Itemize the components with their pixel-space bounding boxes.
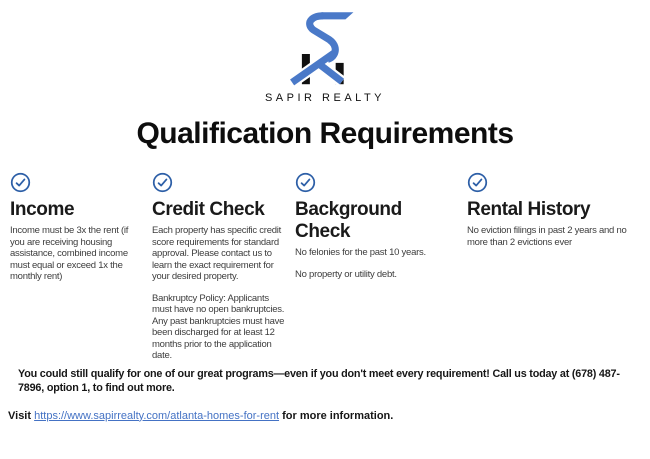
column-credit-check bbox=[152, 172, 285, 362]
column-text: No property or utility debt. bbox=[295, 268, 397, 280]
check-circle-icon bbox=[467, 172, 488, 193]
check-circle-icon bbox=[152, 172, 173, 193]
column-heading: Income bbox=[10, 199, 75, 220]
column-background-check bbox=[295, 172, 455, 280]
sapir-realty-logo bbox=[287, 6, 363, 86]
column-heading: Credit Check bbox=[152, 199, 265, 220]
visit-line bbox=[0, 410, 650, 422]
check-circle-icon bbox=[10, 172, 31, 193]
column-text: Income must be 3x the rent (if you are receiving housing assistance, combined income must equal or exceed 1x the monthly rent) bbox=[10, 225, 129, 282]
column-heading: Rental History bbox=[467, 199, 591, 220]
column-text: Each property has specific credit score requirements for standard approval. Please contact us to learn the exact requirement for your desired property. bbox=[152, 225, 282, 282]
brand-name: SAPIR REALTY bbox=[264, 92, 386, 104]
page-title: Qualification Requirements bbox=[136, 117, 514, 150]
column-text: No eviction filings in past 2 years and no more than 2 evictions ever bbox=[467, 225, 627, 248]
column-text: Bankruptcy Policy: Applicants must have no open bankruptcies. Any past bankruptcies must have been discharged for at least 12 months prior to the application date. bbox=[152, 292, 285, 361]
promo-text: You could still qualify for one of our great programs—even if you don't meet every requirement! Call us today at (678) 487-7896, option 1, to find out more. bbox=[18, 367, 620, 394]
logo-block bbox=[0, 0, 650, 104]
column-income bbox=[10, 172, 140, 283]
column-rental-history bbox=[467, 172, 642, 248]
column-heading: Background Check bbox=[295, 199, 402, 242]
website-link[interactable]: https://www.sapirrealty.com/atlanta-homes-for-rent bbox=[34, 409, 280, 422]
check-circle-icon bbox=[295, 172, 316, 193]
requirements-columns bbox=[0, 172, 650, 362]
column-text: No felonies for the past 10 years. bbox=[295, 247, 426, 258]
visit-suffix: for more information. bbox=[279, 409, 394, 422]
visit-prefix: Visit bbox=[8, 409, 35, 422]
